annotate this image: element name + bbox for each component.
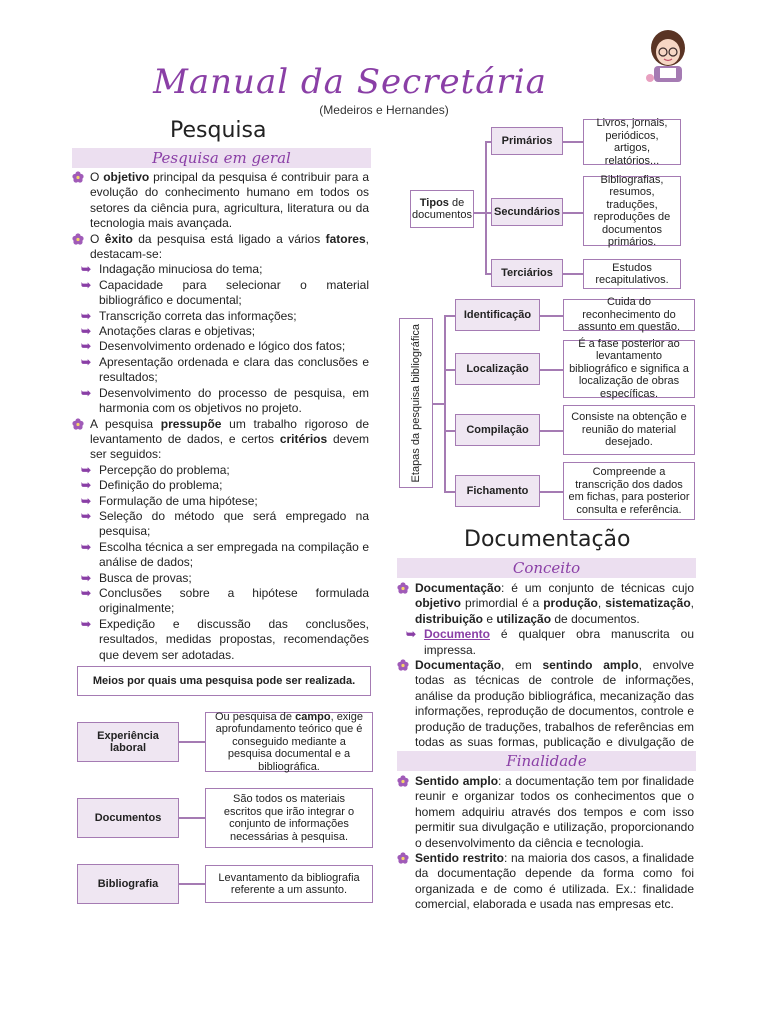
connector-line	[444, 430, 455, 432]
flower-icon	[397, 775, 409, 787]
arrow-right-icon: ➥	[81, 385, 92, 400]
connector-line	[563, 212, 583, 214]
flower-icon	[72, 171, 84, 183]
flower-icon	[397, 659, 409, 671]
meio-desc-experiencia: Ou pesquisa de campo, exige aprofundamento teórico que é conseguido mediante a pesquisa documental e a bibliográfica.	[205, 712, 373, 772]
flower-icon	[72, 233, 84, 245]
etapa-desc-fichamento: Compreende a transcrição dos dados em fichas, para posterior consulta e referência.	[563, 462, 695, 520]
list-item: ➥ Apresentação ordenada e clara das conclusões e resultados;	[81, 354, 369, 385]
arrow-right-icon: ➥	[81, 339, 92, 354]
connector-line	[540, 491, 563, 493]
connector-line	[540, 369, 563, 371]
list-item: ➥ Documento é qualquer obra manuscrita ou impressa.	[406, 627, 694, 657]
finalidade-text	[397, 774, 694, 913]
etapa-desc-compilacao: Consiste na obtenção e reunião do material desejado.	[563, 405, 695, 455]
meio-desc-bibliografia: Levantamento da bibliografia referente a um assunto.	[205, 865, 373, 903]
list-item: ➥ Desenvolvimento do processo de pesquisa, em harmonia com os objetivos no projeto.	[81, 385, 369, 416]
arrow-right-icon: ➥	[81, 493, 92, 508]
list-item: ➥ Transcrição correta das informações;	[81, 308, 297, 323]
connector-line	[178, 741, 205, 743]
connector-line	[444, 491, 455, 493]
meio-label-experiencia: Experiência laboral	[77, 722, 179, 762]
arrow-right-icon: ➥	[81, 277, 92, 292]
connector-line	[444, 315, 446, 492]
list-item: ➥ Indagação minuciosa do tema;	[81, 262, 263, 277]
list-item: ➥ Expedição e discussão das conclusões, resultados, medidas propostas, recomendações que devem ser adotadas.	[81, 616, 369, 662]
arrow-right-icon: ➥	[81, 354, 92, 369]
pesquisa-heading: Pesquisa	[170, 118, 267, 143]
meio-desc-documentos: São todos os materiais escritos que irão integrar o conjunto de informações necessárias à pesquisa.	[205, 788, 373, 848]
bullet-pressupoe: A pesquisa pressupõe um trabalho rigoroso de levantamento de dados, e certos critérios devem ser seguidos:	[72, 417, 369, 463]
connector-line	[563, 273, 583, 275]
list-item: ➥ Seleção do método que será empregado na pesquisa;	[81, 508, 369, 539]
list-item: ➥ Definição do problema;	[81, 478, 223, 493]
arrow-right-icon: ➥	[81, 308, 92, 323]
tipo-label-primarios: Primários	[491, 127, 563, 155]
list-item: ➥ Capacidade para selecionar o material bibliográfico e documental;	[81, 277, 369, 308]
flower-icon	[397, 852, 409, 864]
bullet-sentido-amplo: Sentido amplo: a documentação tem por finalidade reunir e organizar todos os conhecimentos que o homem adquiriu através dos tempos e com isso permitir sua divulgação e utilização, proporcionando o desenvolvimento da ciência e tecnologia.	[397, 774, 694, 851]
connector-line	[563, 141, 583, 143]
etapa-label-localizacao: Localização	[455, 353, 540, 385]
connector-line	[540, 315, 563, 317]
page-title: Manual da Secretária	[153, 62, 547, 102]
list-item: ➥ Percepção do problema;	[81, 462, 230, 477]
page-subtitle: (Medeiros e Hernandes)	[319, 103, 449, 117]
flower-icon	[72, 418, 84, 430]
bullet-exito: O êxito da pesquisa está ligado a vários fatores, destacam-se:	[72, 232, 369, 263]
arrow-right-icon: ➥	[81, 585, 92, 600]
etapa-label-compilacao: Compilação	[455, 414, 540, 446]
connector-line	[444, 315, 455, 317]
connector-line	[485, 141, 487, 274]
arrow-right-icon: ➥	[81, 478, 92, 493]
bullet-sentido-restrito: Sentido restrito: na maioria dos casos, a finalidade da documentação depende da forma como foi organizada e de como é utilizada. Ex.: finalidade comercial, elaborada e usada nas empresas etc.	[397, 851, 694, 913]
connector-line	[178, 817, 205, 819]
flower-icon	[397, 582, 409, 594]
tipo-desc-terciarios: Estudos recapitulativos.	[583, 259, 681, 289]
tipo-label-secundarios: Secundários	[491, 198, 563, 226]
arrow-right-icon: ➥	[81, 539, 92, 554]
list-item: ➥ Escolha técnica a ser empregada na compilação e análise de dados;	[81, 539, 369, 570]
bullet-documentacao-amplo: Documentação, em sentindo amplo, envolve todas as técnicas de controle de informações, análise da produção bibliográfica, mecanização das informações, reprodução de documentos, controle e produção de traduções, trabalhos de referências em todas as suas formas, publicação e divulgação de	[397, 658, 694, 766]
finalidade-band: Finalidade	[397, 751, 696, 771]
list-item: ➥ Busca de provas;	[81, 570, 192, 585]
bullet-objetivo: O objetivo principal da pesquisa é contribuir para a evolução do conhecimento humano em todos os setores da ciência pura, agricultura, literatura ou da tecnologia mais avançada.	[72, 170, 369, 232]
etapa-desc-localizacao: É a fase posterior ao levantamento bibliográfico e significa a localização de obras específicas.	[563, 340, 695, 398]
arrow-right-icon: ➥	[81, 570, 92, 585]
meios-title-box: Meios por quais uma pesquisa pode ser realizada.	[77, 666, 371, 696]
conceito-band: Conceito	[397, 558, 696, 578]
pesquisa-text	[72, 170, 369, 663]
documentacao-heading: Documentação	[464, 527, 631, 552]
bullet-documentacao-def: Documentação: é um conjunto de técnicas cujo objetivo primordial é a produção, sistematização, distribuição e utilização de documentos.	[397, 581, 694, 627]
connector-line	[178, 883, 205, 885]
arrow-right-icon: ➥	[81, 508, 92, 523]
meio-label-documentos: Documentos	[77, 798, 179, 838]
tipo-desc-secundarios: Bibliografias, resumos, traduções, reproduções de documentos primários.	[583, 176, 681, 246]
pesquisa-em-geral-band: Pesquisa em geral	[72, 148, 371, 168]
list-item: ➥ Anotações claras e objetivas;	[81, 324, 256, 339]
tipos-root-box: Tipos de documentos	[410, 190, 474, 228]
meio-label-bibliografia: Bibliografia	[77, 864, 179, 904]
etapa-label-identificacao: Identificação	[455, 299, 540, 331]
arrow-right-icon: ➥	[406, 627, 417, 642]
connector-line	[444, 369, 455, 371]
arrow-right-icon: ➥	[81, 324, 92, 339]
etapa-desc-identificacao: Cuida do reconhecimento do assunto em questão.	[563, 299, 695, 331]
tipo-label-terciarios: Terciários	[491, 259, 563, 287]
arrow-right-icon: ➥	[81, 262, 92, 277]
mascot-illustration	[640, 26, 696, 86]
list-item: ➥ Desenvolvimento ordenado e lógico dos fatos;	[81, 339, 346, 354]
connector-line	[540, 430, 563, 432]
conceito-text	[397, 581, 694, 766]
etapa-label-fichamento: Fichamento	[455, 475, 540, 507]
etapas-root-box: Etapas da pesquisa bibliográfica	[399, 318, 433, 488]
list-item: ➥ Formulação de uma hipótese;	[81, 493, 258, 508]
tipo-desc-primarios: Livros, jornais, periódicos, artigos, relatórios...	[583, 119, 681, 165]
arrow-right-icon: ➥	[81, 616, 92, 631]
arrow-right-icon: ➥	[81, 462, 92, 477]
list-item: ➥ Conclusões sobre a hipótese formulada originalmente;	[81, 585, 369, 616]
